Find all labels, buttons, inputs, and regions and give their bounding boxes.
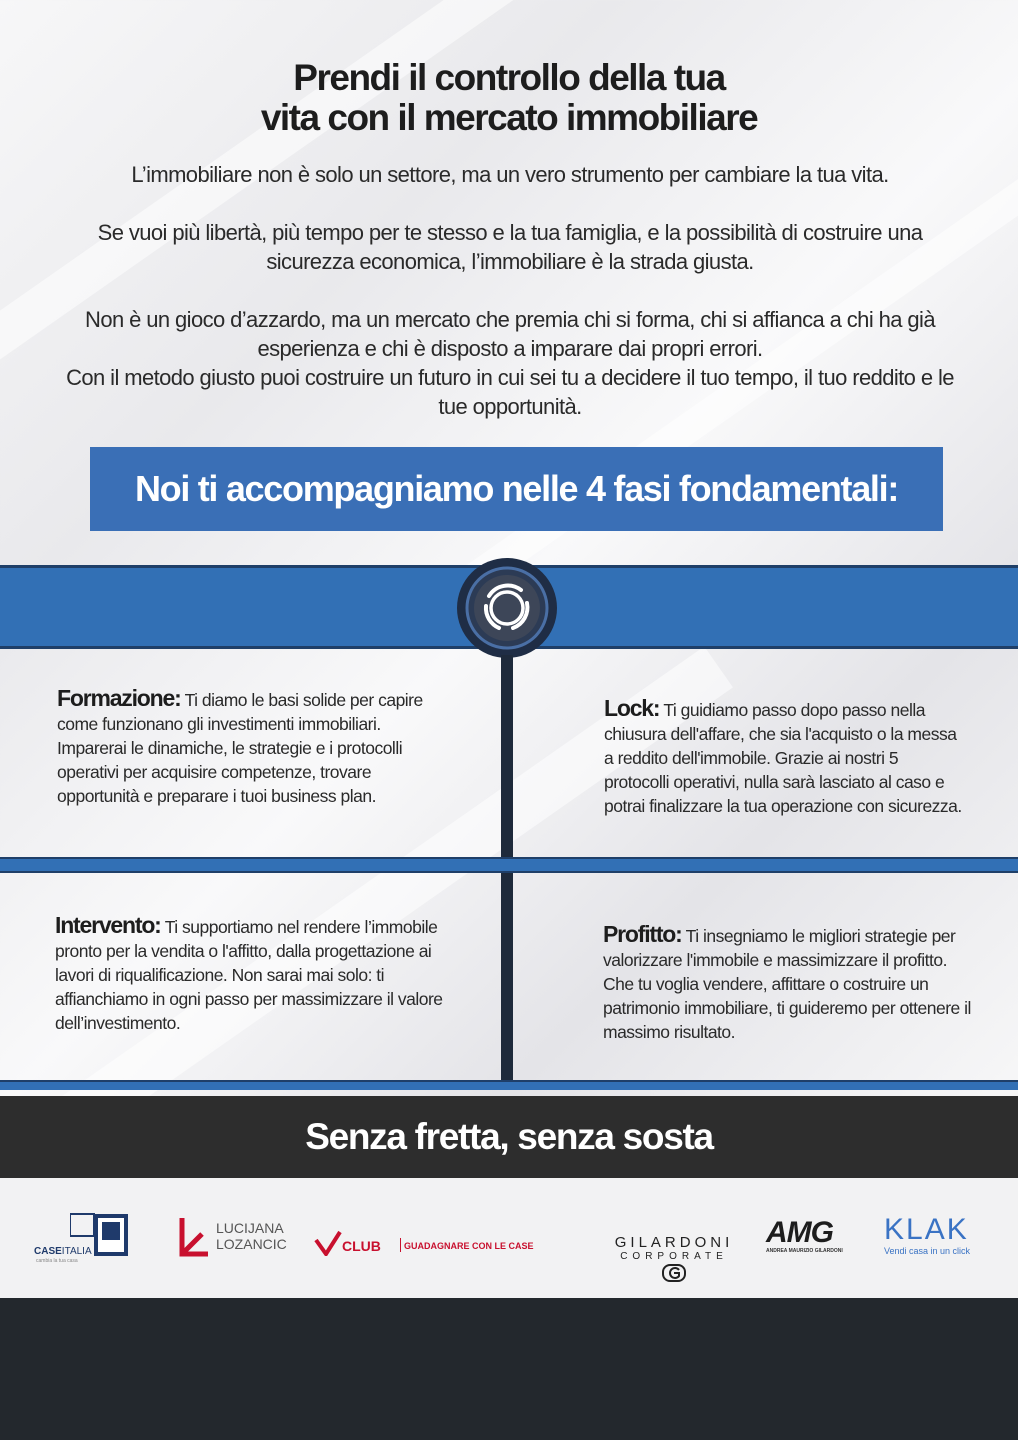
caseitalia-sub: cambia la tua casa [36,1258,78,1264]
club-name: CLUB [342,1238,381,1254]
caseitalia-name-a: CASE [34,1246,62,1257]
phase-text: Ti supportiamo nel rendere l’immobile pronto per la vendita o l'affitto, dalla progettazione ai lavori di riqualificazione. Non sarai mai solo: ti affianchiamo in ogni passo per massimizzare il valore dell’investimento. [55,917,443,1033]
gilardoni-line2: CORPORATE [620,1251,728,1262]
klak-name: KLAK [884,1213,969,1246]
phase-text: Ti insegniamo le migliori strategie per valorizzare l'immobile e massimizzare il profitto. Che tu voglia vendere, affittare o costruire un patrimonio immobiliare, ti guideremo per ottenere il massimo risultato. [603,926,971,1042]
intro-paragraph-1: L’immobiliare non è solo un settore, ma un vero strumento per cambiare la tua vita. [131,162,889,187]
club-slogan: GUADAGNARE CON LE CASE [404,1241,534,1251]
brand-emblem-icon [449,558,565,658]
club-logo [314,1230,574,1260]
phase-lock [604,696,964,818]
phase-text: Ti guidiamo passo dopo passo nella chiusura dell'affare, che sia l'acquisto o la messa a reddito dell'immobile. Grazie ai nostri 5 protocolli operativi, nulla sarà lasciato al caso e potrai finalizzare la tua operazione con sicurezza. [604,700,962,816]
lucijana-line2: LOZANCIC [216,1236,287,1252]
phase-heading: Lock: [604,695,660,721]
caseitalia-logo [34,1212,134,1262]
phases-banner: Noi ti accompagniamo nelle 4 fasi fondamentali: [90,447,943,531]
intro-text [60,160,960,421]
gilardoni-g-icon [662,1264,686,1282]
phase-formazione [57,686,457,808]
intro-paragraph-3a: Non è un gioco d’azzardo, ma un mercato che premia chi si forma, chi si affianca a chi ha già esperienza e chi è disposto a imparare dai propri errori. [85,307,935,361]
gilardoni-logo [594,1234,754,1294]
page-title [0,58,1018,138]
gilardoni-line1: GILARDONI [614,1234,734,1251]
title-line-2: vita con il mercato immobiliare [260,97,758,138]
tagline-bar: Senza fretta, senza sosta [0,1096,1018,1178]
club-divider [400,1238,401,1252]
amg-sub: ANDREA MAURIZIO GILARDONI [766,1248,843,1254]
caseitalia-name-b: ITALIA [61,1246,92,1257]
intro-paragraph-2: Se vuoi più libertà, più tempo per te stesso e la tua famiglia, e la possibilità di costruire una sicurezza economica, l’immobiliare è la strada giusta. [97,220,923,274]
amg-name: AMG [766,1216,833,1249]
lucijana-mark-icon [176,1216,212,1258]
phase-text: Ti diamo le basi solide per capire come funzionano gli investimenti immobiliari. [57,690,423,734]
grid-divider-bottom [0,1080,1018,1090]
amg-logo [766,1218,856,1258]
lucijana-logo [176,1216,296,1264]
intro-paragraph-3b: Con il metodo giusto puoi costruire un futuro in cui sei tu a decidere il tuo tempo, il tuo reddito e le tue opportunità. [66,365,954,419]
phase-intervento [55,913,455,1035]
grid-divider-horizontal [0,857,1018,873]
phase-heading: Intervento: [55,912,161,938]
phase-text-2: Imparerai le dinamiche, le strategie e i protocolli operativi per acquisire competenze, trovare opportunità e preparare i tuoi business plan. [57,738,403,806]
intro-paragraph-3 [60,305,960,421]
page-footer [0,1298,1018,1440]
klak-sub: Vendi casa in un click [884,1246,971,1256]
title-line-1: Prendi il controllo della tua [293,57,725,98]
partner-logos [0,1178,1018,1298]
phase-profitto [603,922,973,1044]
lucijana-line1: LUCIJANA [216,1220,284,1236]
klak-logo [884,1214,994,1258]
checkmark-icon [314,1230,342,1256]
phase-heading: Formazione: [57,685,181,711]
phase-heading: Profitto: [603,921,682,947]
